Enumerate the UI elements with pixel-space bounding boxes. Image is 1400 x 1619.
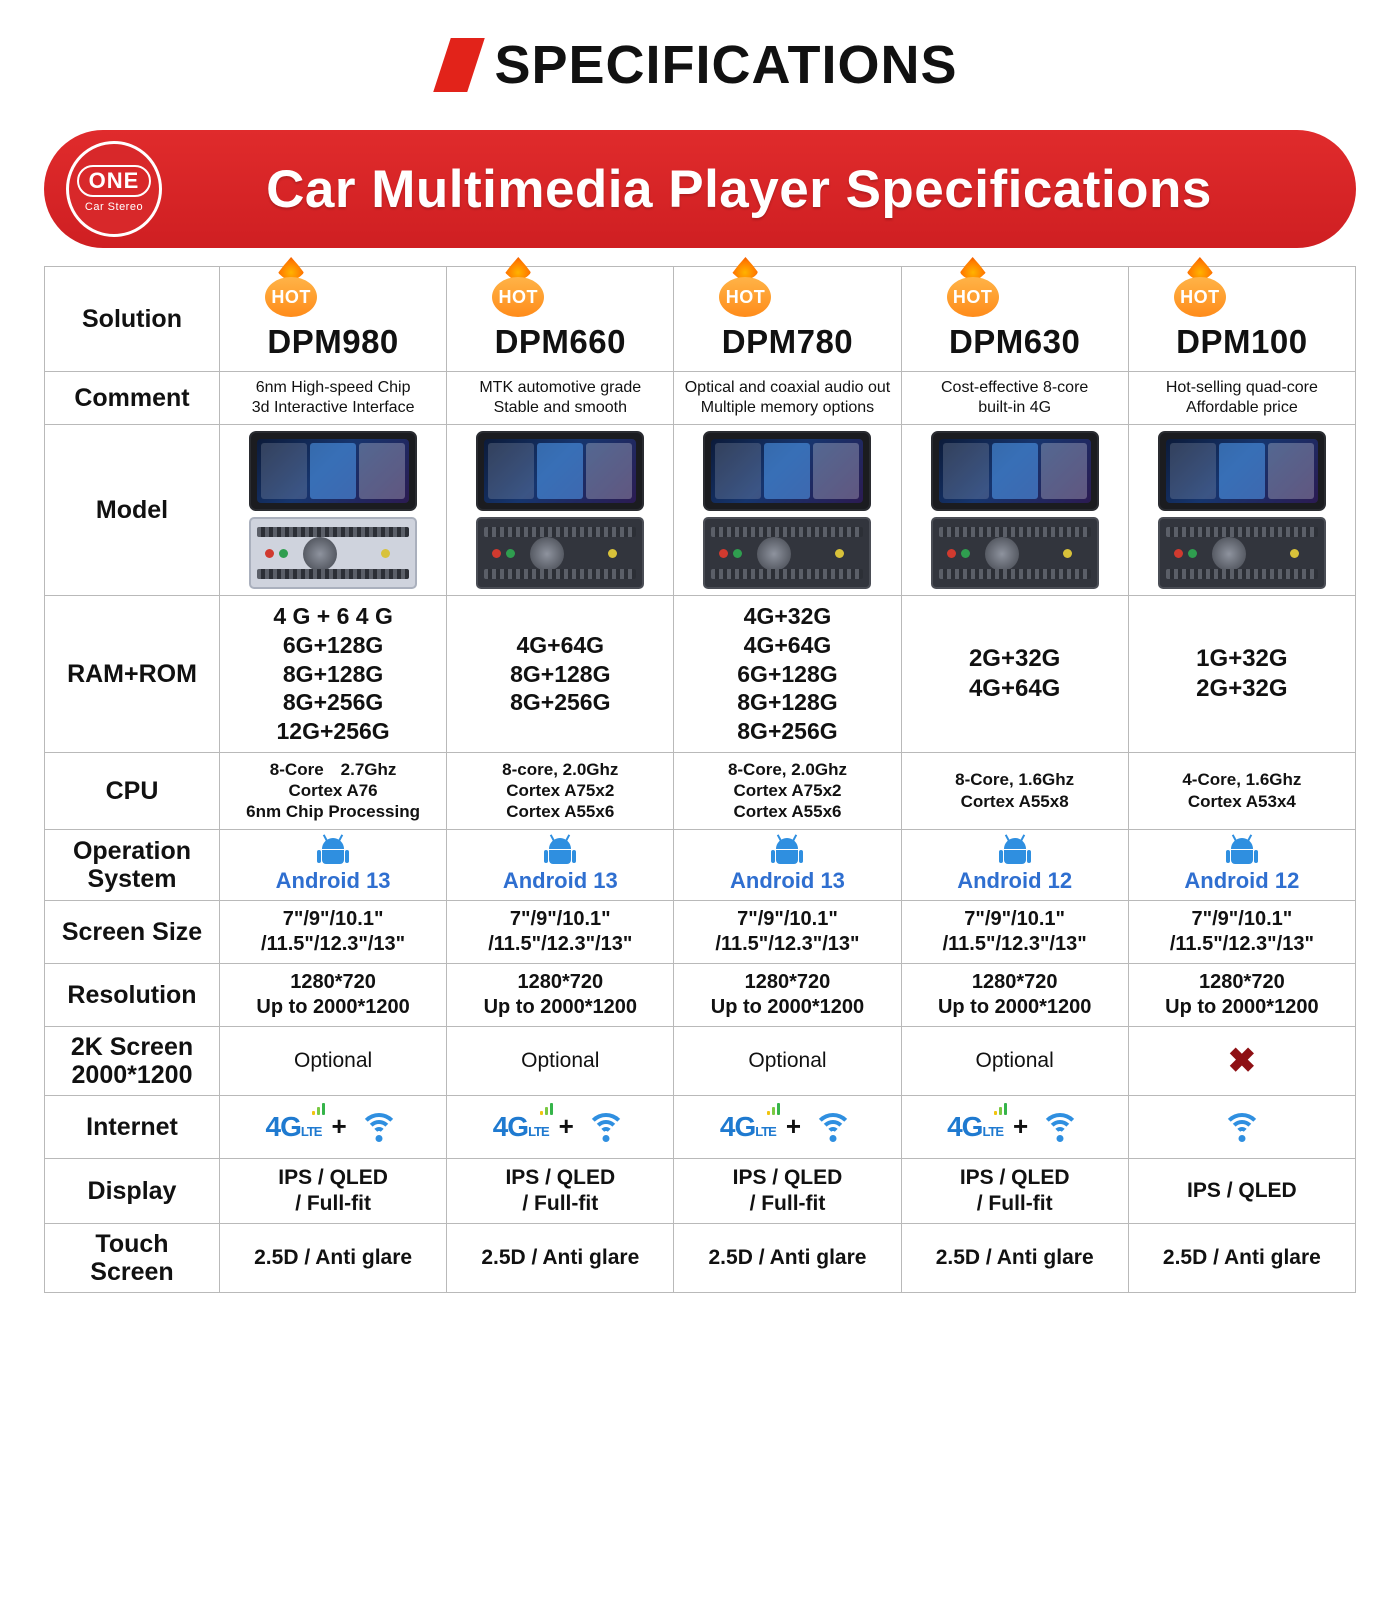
ram-option: 4G+32G xyxy=(743,603,832,629)
hot-label: HOT xyxy=(265,277,317,317)
ram-option: 4G+64G xyxy=(968,674,1061,702)
specs-table xyxy=(44,266,1356,1293)
ram-option: 8G+256G xyxy=(510,689,611,716)
hot-label: HOT xyxy=(1174,277,1226,317)
resolution-line: 1280*720 xyxy=(290,970,376,993)
product-front-image xyxy=(1158,431,1326,511)
ram-option: 4G+64G xyxy=(743,631,832,658)
comment-line: Affordable price xyxy=(1185,399,1298,416)
cell-resolution-2 xyxy=(674,963,901,1026)
row-label-screen-size: Screen Size xyxy=(45,900,220,963)
table-row-solution xyxy=(45,267,1356,372)
banner-title: Car Multimedia Player Specifications xyxy=(266,159,1212,219)
android-icon xyxy=(1227,836,1257,866)
resolution-line: Up to 2000*1200 xyxy=(483,995,637,1018)
cell-screen-size-2 xyxy=(674,900,901,963)
cell-2k-2: Optional xyxy=(674,1026,901,1095)
page-title-text: SPECIFICATIONS xyxy=(494,35,958,95)
cell-internet-2 xyxy=(674,1095,901,1158)
hot-label: HOT xyxy=(947,277,999,317)
screen-size-line: /11.5"/12.3"/13" xyxy=(942,932,1087,955)
logo-main-text: ONE xyxy=(77,165,152,196)
4g-lte-icon xyxy=(947,1111,1003,1143)
table-row-comment xyxy=(45,372,1356,425)
screen-size-line: 7"/9"/10.1" xyxy=(737,907,838,930)
row-label-os-line2: System xyxy=(87,864,177,893)
cpu-line: Cortex A75x2 xyxy=(506,781,615,800)
cpu-line: 8-Core 2.7Ghz xyxy=(269,759,397,779)
table-row-model xyxy=(45,425,1356,596)
cell-resolution-1 xyxy=(447,963,674,1026)
cell-model-1 xyxy=(447,425,674,596)
android-icon xyxy=(318,836,348,866)
cell-cpu-2 xyxy=(674,752,901,829)
cross-icon: ✖ xyxy=(1227,1041,1257,1080)
ram-option: 2G+32G xyxy=(1196,674,1288,702)
table-row-cpu xyxy=(45,752,1356,829)
page-title xyxy=(0,0,1400,106)
display-line: IPS / QLED xyxy=(732,1165,843,1189)
ram-option: 4 G + 6 4 G xyxy=(273,603,393,629)
cpu-line: 6nm Chip Processing xyxy=(246,802,420,822)
cell-solution-3 xyxy=(901,267,1128,372)
plus-sign: + xyxy=(785,1111,802,1141)
cell-display-4 xyxy=(1128,1158,1355,1224)
4g-lte-icon xyxy=(266,1111,322,1143)
wifi-icon xyxy=(811,1111,855,1143)
comment-line: Cost-effective 8-core xyxy=(940,379,1089,396)
product-back-image xyxy=(249,517,417,589)
comment-line: Hot-selling quad-core xyxy=(1165,379,1318,396)
cpu-line: Cortex A53x4 xyxy=(1187,791,1296,811)
cell-solution-1 xyxy=(447,267,674,372)
solution-name: DPM100 xyxy=(1176,323,1308,360)
cell-screen-size-1 xyxy=(447,900,674,963)
table-row-ram-rom xyxy=(45,596,1356,753)
os-label: Android 13 xyxy=(275,867,391,893)
row-label-cpu: CPU xyxy=(45,752,220,829)
4g-text: 4G xyxy=(947,1110,983,1142)
screen-size-line: 7"/9"/10.1" xyxy=(1191,907,1293,930)
product-back-image xyxy=(703,517,871,589)
cell-touch-0: 2.5D / Anti glare xyxy=(220,1224,447,1293)
lte-text: LTE xyxy=(300,1123,322,1139)
cpu-line: 8-core, 2.0Ghz xyxy=(502,759,619,779)
product-back-image xyxy=(931,517,1099,589)
cell-model-2 xyxy=(674,425,901,596)
cell-resolution-0 xyxy=(220,963,447,1026)
screen-size-line: /11.5"/12.3"/13" xyxy=(488,932,633,955)
screen-size-line: /11.5"/12.3"/13" xyxy=(1169,932,1314,955)
cell-solution-4 xyxy=(1128,267,1355,372)
cell-touch-3: 2.5D / Anti glare xyxy=(901,1224,1128,1293)
os-label: Android 12 xyxy=(1184,867,1300,893)
row-label-2k-screen xyxy=(45,1026,220,1095)
wifi-icon xyxy=(1038,1111,1082,1143)
comment-line: 3d Interactive Interface xyxy=(251,399,415,416)
ram-option: 8G+256G xyxy=(282,689,384,716)
hot-badge xyxy=(1174,269,1226,321)
cpu-line: 8-Core, 2.0Ghz xyxy=(727,759,847,779)
cell-os-1 xyxy=(447,829,674,900)
display-line: / Full-fit xyxy=(976,1191,1053,1215)
lte-text: LTE xyxy=(982,1123,1004,1139)
comment-line: 6nm High-speed Chip xyxy=(255,379,411,396)
row-label-internet: Internet xyxy=(45,1095,220,1158)
cell-2k-1: Optional xyxy=(447,1026,674,1095)
product-front-image xyxy=(703,431,871,511)
android-icon xyxy=(1000,836,1030,866)
ram-option: 12G+256G xyxy=(276,718,390,744)
table-row-screen-size xyxy=(45,900,1356,963)
ram-option: 1G+32G xyxy=(1196,644,1288,672)
cell-comment-3 xyxy=(901,372,1128,425)
lte-text: LTE xyxy=(755,1123,776,1139)
display-line: / Full-fit xyxy=(522,1191,599,1215)
row-label-solution: Solution xyxy=(45,267,220,372)
4g-lte-icon xyxy=(493,1111,549,1143)
product-front-image xyxy=(249,431,417,511)
table-row-os xyxy=(45,829,1356,900)
cell-internet-4 xyxy=(1128,1095,1355,1158)
screen-size-line: 7"/9"/10.1" xyxy=(509,907,611,930)
cell-cpu-4 xyxy=(1128,752,1355,829)
hot-badge xyxy=(492,269,544,321)
row-label-2k-line1: 2K Screen xyxy=(70,1032,194,1061)
comment-line: MTK automotive grade xyxy=(479,379,642,396)
cell-os-3 xyxy=(901,829,1128,900)
cpu-line: Cortex A55x6 xyxy=(733,802,842,822)
cell-comment-1 xyxy=(447,372,674,425)
os-label: Android 12 xyxy=(957,867,1073,893)
cell-comment-2 xyxy=(674,372,901,425)
cell-display-1 xyxy=(447,1158,674,1224)
row-label-comment: Comment xyxy=(45,372,220,425)
resolution-line: Up to 2000*1200 xyxy=(710,995,865,1018)
cpu-line: Cortex A55x8 xyxy=(960,791,1069,811)
flame-icon xyxy=(732,257,758,279)
row-label-2k-line2: 2000*1200 xyxy=(71,1060,193,1089)
cpu-line: 4-Core, 1.6Ghz xyxy=(1182,770,1302,790)
os-label: Android 13 xyxy=(502,867,618,893)
display-line: / Full-fit xyxy=(295,1191,371,1215)
cell-touch-1: 2.5D / Anti glare xyxy=(447,1224,674,1293)
wifi-icon xyxy=(584,1111,628,1143)
cell-internet-3 xyxy=(901,1095,1128,1158)
logo-sub-text: Car Stereo xyxy=(84,200,144,213)
resolution-line: 1280*720 xyxy=(517,970,604,993)
product-front-image xyxy=(476,431,644,511)
hot-badge xyxy=(265,269,317,321)
resolution-line: Up to 2000*1200 xyxy=(256,995,410,1018)
cell-comment-0 xyxy=(220,372,447,425)
table-row-internet xyxy=(45,1095,1356,1158)
row-label-ram-rom: RAM+ROM xyxy=(45,596,220,753)
red-slash-icon xyxy=(434,38,486,92)
ram-option: 6G+128G xyxy=(282,631,384,658)
ram-option: 8G+128G xyxy=(282,660,384,687)
cell-ram-4 xyxy=(1128,596,1355,753)
cell-internet-0 xyxy=(220,1095,447,1158)
ram-option: 8G+128G xyxy=(737,689,838,716)
product-front-image xyxy=(931,431,1099,511)
cell-screen-size-3 xyxy=(901,900,1128,963)
ram-option: 8G+128G xyxy=(510,660,611,687)
cell-resolution-4 xyxy=(1128,963,1355,1026)
cell-ram-3 xyxy=(901,596,1128,753)
screen-size-line: /11.5"/12.3"/13" xyxy=(261,932,406,955)
cpu-line: 8-Core, 1.6Ghz xyxy=(955,770,1075,790)
screen-size-line: 7"/9"/10.1" xyxy=(282,907,384,930)
screen-size-line: /11.5"/12.3"/13" xyxy=(715,932,860,955)
display-line: IPS / QLED xyxy=(1187,1178,1297,1202)
4g-text: 4G xyxy=(492,1110,529,1142)
cell-model-0 xyxy=(220,425,447,596)
wifi-icon xyxy=(357,1111,401,1143)
flame-icon xyxy=(278,257,304,279)
4g-text: 4G xyxy=(719,1110,756,1142)
screen-size-line: 7"/9"/10.1" xyxy=(964,907,1066,930)
solution-name: DPM630 xyxy=(948,323,1081,360)
row-label-display: Display xyxy=(45,1158,220,1224)
ram-option: 6G+128G xyxy=(737,660,838,687)
comment-line: Multiple memory options xyxy=(700,399,875,416)
cell-display-0 xyxy=(220,1158,447,1224)
hot-label: HOT xyxy=(492,277,544,317)
cell-ram-0 xyxy=(220,596,447,753)
cell-ram-1 xyxy=(447,596,674,753)
cell-display-3 xyxy=(901,1158,1128,1224)
resolution-line: 1280*720 xyxy=(971,970,1058,993)
cpu-line: Cortex A75x2 xyxy=(733,781,842,800)
plus-sign: + xyxy=(331,1111,347,1141)
row-label-resolution: Resolution xyxy=(45,963,220,1026)
cell-model-4 xyxy=(1128,425,1355,596)
cpu-line: Cortex A76 xyxy=(288,781,378,800)
cell-model-3 xyxy=(901,425,1128,596)
cell-2k-3: Optional xyxy=(901,1026,1128,1095)
cell-comment-4 xyxy=(1128,372,1355,425)
ram-option: 8G+256G xyxy=(737,718,838,744)
flame-icon xyxy=(960,257,986,279)
row-label-os-line1: Operation xyxy=(72,836,192,865)
android-icon xyxy=(772,836,802,866)
comment-line: built-in 4G xyxy=(978,399,1052,416)
cell-screen-size-4 xyxy=(1128,900,1355,963)
flame-icon xyxy=(505,257,531,279)
cell-2k-0: Optional xyxy=(220,1026,447,1095)
resolution-line: 1280*720 xyxy=(1199,970,1285,993)
cell-os-0 xyxy=(220,829,447,900)
table-row-resolution xyxy=(45,963,1356,1026)
cell-os-4 xyxy=(1128,829,1355,900)
cell-touch-2: 2.5D / Anti glare xyxy=(674,1224,901,1293)
resolution-line: Up to 2000*1200 xyxy=(937,995,1092,1018)
cell-2k-4 xyxy=(1128,1026,1355,1095)
4g-text: 4G xyxy=(265,1110,301,1142)
product-back-image xyxy=(476,517,644,589)
cpu-line: Cortex A55x6 xyxy=(506,802,615,822)
cell-cpu-3 xyxy=(901,752,1128,829)
cell-display-2 xyxy=(674,1158,901,1224)
cell-screen-size-0 xyxy=(220,900,447,963)
row-label-touch-line2: Screen xyxy=(90,1258,174,1286)
wifi-icon xyxy=(1220,1111,1264,1143)
cell-ram-2 xyxy=(674,596,901,753)
cell-internet-1 xyxy=(447,1095,674,1158)
hot-label: HOT xyxy=(719,277,771,317)
display-line: IPS / QLED xyxy=(959,1165,1070,1189)
table-row-2k-screen xyxy=(45,1026,1356,1095)
banner xyxy=(44,130,1356,248)
solution-name: DPM980 xyxy=(267,323,399,360)
cell-resolution-3 xyxy=(901,963,1128,1026)
row-label-touch-line1: Touch xyxy=(95,1230,169,1258)
android-icon xyxy=(545,836,575,866)
hot-badge xyxy=(947,269,999,321)
table-row-display xyxy=(45,1158,1356,1224)
plus-sign: + xyxy=(1013,1111,1029,1141)
os-label: Android 13 xyxy=(730,867,845,893)
brand-logo xyxy=(66,141,162,237)
display-line: IPS / QLED xyxy=(505,1165,616,1189)
hot-badge xyxy=(719,269,771,321)
row-label-touch-screen xyxy=(45,1224,220,1293)
display-line: IPS / QLED xyxy=(278,1165,388,1189)
ram-option: 4G+64G xyxy=(516,631,605,658)
display-line: / Full-fit xyxy=(749,1191,826,1215)
product-back-image xyxy=(1158,517,1326,589)
resolution-line: 1280*720 xyxy=(744,970,831,993)
comment-line: Optical and coaxial audio out xyxy=(684,379,891,396)
cell-os-2 xyxy=(674,829,901,900)
plus-sign: + xyxy=(558,1111,574,1141)
4g-lte-icon xyxy=(720,1111,776,1143)
cell-cpu-0 xyxy=(220,752,447,829)
ram-option: 2G+32G xyxy=(968,644,1061,672)
table-row-touch-screen xyxy=(45,1224,1356,1293)
row-label-model: Model xyxy=(45,425,220,596)
cell-solution-2 xyxy=(674,267,901,372)
flame-icon xyxy=(1187,257,1213,279)
lte-text: LTE xyxy=(528,1123,549,1139)
resolution-line: Up to 2000*1200 xyxy=(1165,995,1319,1018)
cell-touch-4: 2.5D / Anti glare xyxy=(1128,1224,1355,1293)
cell-cpu-1 xyxy=(447,752,674,829)
comment-line: Stable and smooth xyxy=(493,399,627,416)
solution-name: DPM780 xyxy=(721,323,854,360)
cell-solution-0 xyxy=(220,267,447,372)
row-label-os xyxy=(45,829,220,900)
solution-name: DPM660 xyxy=(494,323,626,360)
